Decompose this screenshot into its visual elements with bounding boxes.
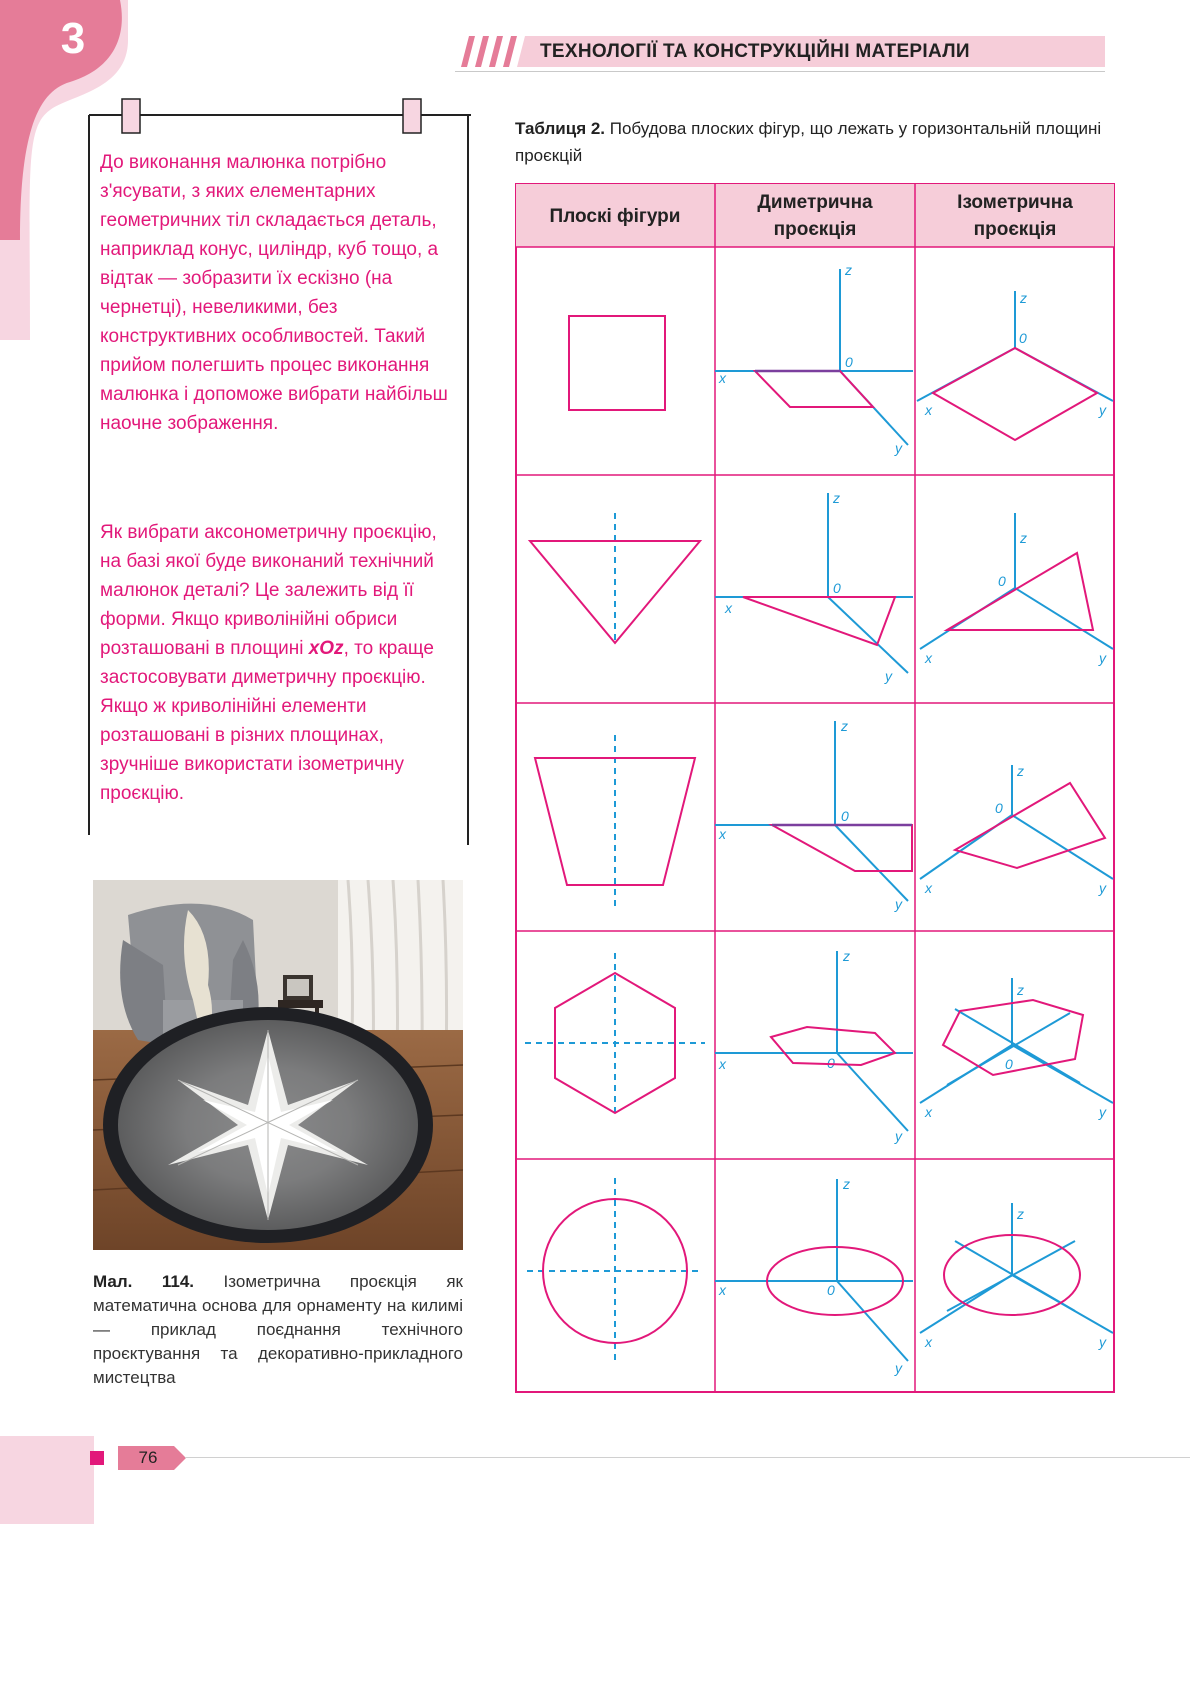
axis-label-z: z bbox=[1020, 530, 1027, 546]
axis-label-x: x bbox=[719, 1056, 726, 1072]
dimetric-axes bbox=[715, 1176, 913, 1376]
plane-xoz-term: xOz bbox=[308, 638, 344, 659]
axis-label-x: x bbox=[719, 370, 726, 386]
axis-label-z: z bbox=[843, 1176, 850, 1192]
axis-label-origin: 0 bbox=[827, 1055, 835, 1071]
axis-label-z: z bbox=[1017, 763, 1024, 779]
axis-label-y: y bbox=[1099, 880, 1106, 896]
axis-label-origin: 0 bbox=[995, 800, 1003, 816]
axis-label-x: x bbox=[719, 1282, 726, 1298]
footer-band bbox=[0, 1436, 94, 1524]
header-stripes-decoration bbox=[455, 36, 535, 67]
rug-photo bbox=[93, 880, 463, 1250]
table-border bbox=[516, 184, 1114, 1392]
table-caption-text: Побудова плоских фігур, що лежать у горизонтальній площині проєкцій bbox=[515, 119, 1102, 165]
axis-label-y: y bbox=[895, 1360, 902, 1376]
note-paragraph-sketch-advice: До виконання малюнка потрібно з'ясувати, з яких елементарних геометричних тіл складається деталь, наприклад конус, циліндр, куб тощо, а відтак — зобразити їх ескізно (на чернетці), невеликими, без конструктивних особливостей. Такий прийом полегшить процес виконання малюнка і допоможе вибрати найбільш наочне зображення. bbox=[100, 152, 448, 434]
axis-label-z: z bbox=[845, 262, 852, 278]
axis-label-origin: 0 bbox=[841, 808, 849, 824]
axis-label-y: y bbox=[1099, 650, 1106, 666]
header-divider bbox=[455, 71, 1105, 72]
dimetric-axes bbox=[715, 262, 913, 456]
axis-label-y: y bbox=[1099, 1334, 1106, 1350]
plane-square-shape bbox=[569, 316, 665, 410]
dimetric-axes bbox=[715, 948, 913, 1144]
axis-label-z: z bbox=[1017, 982, 1024, 998]
dimetric-axes bbox=[715, 490, 913, 684]
axis-label-origin: 0 bbox=[845, 354, 853, 370]
note-paragraph-part: , то краще застосовувати диметричну проєкцію. Якщо ж криволінійні елементи розташовані в різних площинах, зручніше використати ізометричну проєкцію. bbox=[100, 638, 434, 804]
figure-text: Ізометрична проєкція як математична основа для орнаменту на килимі — приклад поєднання технічного проєктування та декоративно-прикладного мистецтва bbox=[93, 1272, 463, 1387]
figure-label: Мал. 114. bbox=[93, 1272, 195, 1291]
axis-label-x: x bbox=[925, 650, 932, 666]
table-caption bbox=[515, 115, 1105, 169]
axis-label-origin: 0 bbox=[833, 580, 841, 596]
dimetric-axes bbox=[715, 718, 913, 912]
axis-label-x: x bbox=[725, 600, 732, 616]
axis-label-x: x bbox=[719, 826, 726, 842]
row-triangle bbox=[530, 490, 1113, 684]
axis-label-z: z bbox=[1017, 1206, 1024, 1222]
axis-label-y: y bbox=[895, 896, 902, 912]
axis-label-z: z bbox=[1020, 290, 1027, 306]
row-trapezoid bbox=[535, 718, 1113, 912]
axis-label-y: y bbox=[895, 440, 902, 456]
axis-label-x: x bbox=[925, 1104, 932, 1120]
axis-label-y: y bbox=[1099, 1104, 1106, 1120]
table-header-isometric: Ізометрична проєкція bbox=[957, 192, 1073, 240]
dimetric-square-shape bbox=[755, 371, 873, 407]
axis-label-z: z bbox=[841, 718, 848, 734]
axis-label-z: z bbox=[843, 948, 850, 964]
axis-label-y: y bbox=[895, 1128, 902, 1144]
plane-trapezoid-shape bbox=[535, 758, 695, 885]
axis-label-origin: 0 bbox=[1005, 1056, 1013, 1072]
footer-divider bbox=[185, 1457, 1190, 1458]
axis-label-y: y bbox=[1099, 402, 1106, 418]
table-header-dimetric: Диметрична проєкція bbox=[757, 192, 873, 240]
axis-label-x: x bbox=[925, 880, 932, 896]
axis-label-x: x bbox=[925, 1334, 932, 1350]
axis-label-y: y bbox=[885, 668, 892, 684]
isometric-axes bbox=[920, 1203, 1113, 1350]
row-circle bbox=[527, 1176, 1113, 1376]
axis-label-origin: 0 bbox=[827, 1282, 835, 1298]
row-hexagon bbox=[525, 948, 1113, 1144]
axis-label-x: x bbox=[925, 402, 932, 418]
axis-label-z: z bbox=[833, 490, 840, 506]
chapter-number: 3 bbox=[60, 14, 86, 63]
table-header-plane-figures: Плоскі фігури bbox=[549, 205, 681, 227]
isometric-square-shape bbox=[933, 348, 1097, 440]
note-paragraph-part: Як вибрати аксонометричну проєкцію, на базі якої буде виконаний технічний малюнок деталі? Це залежить від її форми. Якщо криволінійні обриси розташовані в площині bbox=[100, 522, 437, 659]
axis-label-origin: 0 bbox=[1019, 330, 1027, 346]
table-label: Таблиця 2. bbox=[515, 119, 606, 138]
row-square bbox=[569, 262, 1113, 456]
figure-caption bbox=[93, 1270, 463, 1390]
note-paragraph-projection-choice bbox=[100, 518, 455, 808]
projection-table bbox=[515, 183, 1115, 1393]
page-number: 76 bbox=[138, 1448, 158, 1467]
axis-label-origin: 0 bbox=[998, 573, 1006, 589]
header-title: ТЕХНОЛОГІЇ ТА КОНСТРУКЦІЙНІ МАТЕРІАЛИ bbox=[540, 41, 970, 62]
isometric-axes bbox=[920, 763, 1113, 896]
isometric-axes bbox=[917, 290, 1113, 418]
